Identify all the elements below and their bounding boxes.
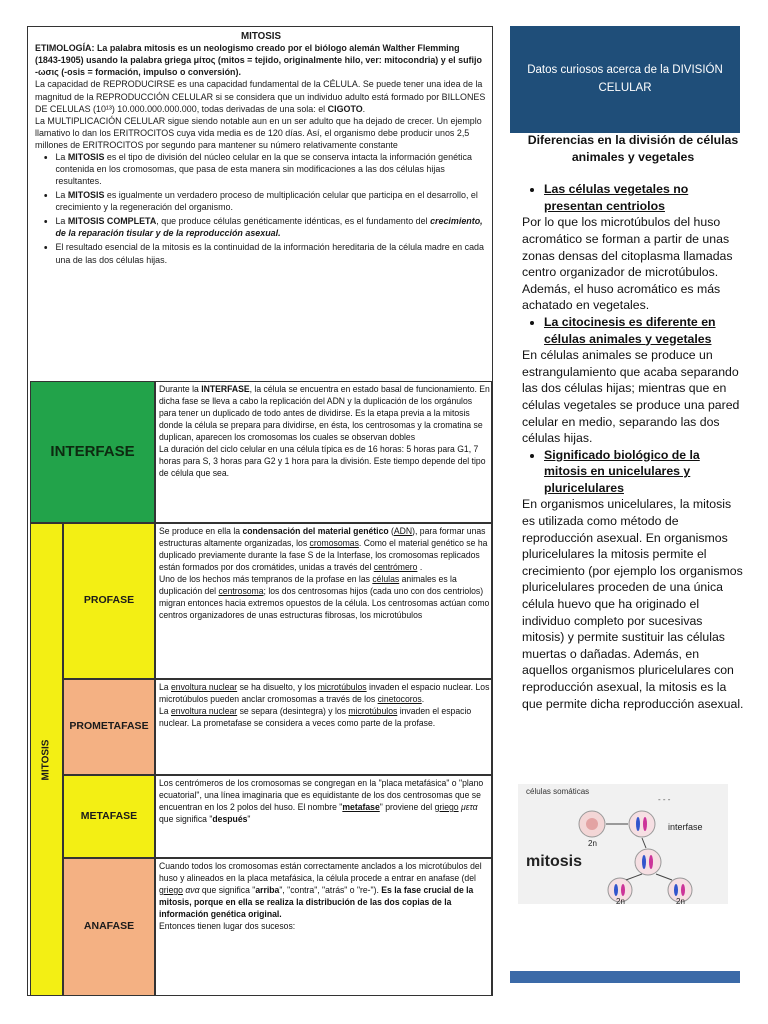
svg-text:2n: 2n — [588, 839, 597, 848]
mitosis-diagram — [518, 784, 728, 904]
bullet-item: • La MITOSIS es el tipo de división del núcleo celular en la que se conserva intacta la información genética contenida en los cromosomas, que pasa de esta manera sin modificaciones a las dos células hijas resultantes. — [55, 152, 487, 188]
dividing-cell — [635, 849, 661, 875]
nucleus — [586, 818, 598, 830]
bullet-heading: • La citocinesis es diferente en células animales y vegetales — [544, 314, 744, 347]
bullet-item: • La MITOSIS es igualmente un verdadero proceso de multiplicación celular que participa en el desarrollo, el crecimiento y la regeneración del organismo. — [55, 190, 487, 214]
paragraph: En organismos unicelulares, la mitosis es utilizada como método de reproducción asexual. En organismos pluricelulares la mitosis permite el crecimiento (por ejemplo los organismos pluricelulares proceden de una única célula huevo que ha originado el individuo completo por sucesivas mitosis) y permite sustituir las células muertas o dañadas. Además, en aquellos organismos pluricelulares con reproducción asexual, la mitosis es la que permite dicha reproducción asexual. — [522, 497, 744, 711]
metafase-description: Los centrómeros de los cromosomas se congregan en la "placa metafásica" o "plano ecuatorial", una línea imaginaria que es equidistante de los dos centrosomas que se encuentran en los 2 polos del huso. El nombre "metafase" proviene del griego μετα que significa "después" — [155, 775, 492, 858]
label-cells: células somáticas — [526, 787, 590, 796]
bullet-heading: • Significado biológico de la mitosis en unicelulares y pluricelulares — [544, 447, 744, 497]
info-banner: Datos curiosos acerca de la DIVISIÓN CELULAR — [510, 26, 740, 133]
paragraph-multiplication: La MULTIPLICACIÓN CELULAR sigue siendo notable aun en un ser adulto que ha dejado de crecer. Un ejemplo llamativo lo dan los ERITROCITOS cuya vida media es de 120 días. Así, el organismo debe producir unos 2,5 millones de ERITROCITOS por segundo para mantener su número relativamente constante — [35, 115, 482, 151]
interfase-description: Durante la INTERFASE, la célula se encuentra en estado basal de funcionamiento. En dicha fase se lleva a cabo la replicación del ADN y la duplicación de los orgánulos para tener un duplicado de todo antes de dividirse. Es la etapa previa a la mitosis donde la célula se prepara para dividirse, en ésta, los centrosomas y la cromatina se duplican, aparecen los cromosomas los cuales se observan dobles La duración del ciclo celular en una célula típica es de 16 horas: 5 horas para G1, 7 horas para S, 3 horas para G2 y 1 hora para la división. Este tiempo depende del tipo de célula que sea. — [155, 381, 492, 523]
bullet-item: • La MITOSIS COMPLETA, que produce células genéticamente idénticas, es el fundamento del crecimiento, de la reparación tisular y de la reproducción asexual. — [55, 216, 487, 240]
mitosis-diagram-svg — [518, 784, 728, 904]
profase-label: PROFASE — [63, 523, 155, 679]
svg-text:2n: 2n — [616, 897, 625, 904]
differences-heading: Diferencias en la división de células animales y vegetales — [527, 133, 739, 164]
prometafase-label: PROMETAFASE — [63, 679, 155, 775]
bullet-item: • El resultado esencial de la mitosis es la continuidad de la información hereditaria de la célula madre en cada una de las dos células hijas. — [55, 242, 487, 266]
profase-description: Se produce en ella la condensación del material genético (ADN), para formar unas estructuras altamente organizadas, los cromosomas. Como el material genético se ha duplicado previamente durante la fase S de la Interfase, los cromosomas replicados están formados por dos cromátides, unidas a través del centrómero . Uno de los hechos más tempranos de la profase en las células animales es la duplicación del centrosoma; los dos centrosomas hijos (cada uno con dos centriolos) migran entonces hacia extremos opuestos de la célula. Los centrosomas actúan como centros organizadores de unas estructuras fibrosas, los microtúbulos — [155, 523, 492, 679]
mitosis-bullets — [35, 152, 487, 267]
footer-bar — [510, 971, 740, 983]
bullet-heading: • Las células vegetales no presentan centriolos — [544, 181, 744, 214]
anafase-description: Cuando todos los cromosomas están correctamente anclados a los microtúbulos del huso y alineados en la placa metafásica, la célula procede a entrar en anafase (del griego ανα que significa "arriba", "contra", "atrás" o "re-"). Es la fase crucial de la mitosis, porque en ella se realiza la distribución de las dos copias de la información genética original. Entonces tienen lugar dos sucesos: — [155, 858, 492, 996]
paragraph-reproduction: La capacidad de REPRODUCIRSE es una capacidad fundamental de la CÉLULA. Se puede tener una idea de la magnitud de la REPRODUCCIÓN CELULAR si se considera que un individuo adulto está formado por BILLONES DE CELULAS (10¹³) 10.000.000.000.000, todas derivadas de una sola: el CIGOTO. — [35, 79, 486, 115]
paragraph: En células animales se produce un estrangulamiento que acaba separando las dos células hijas; mientras que en células vegetales se produce una pared celular en medio, separando las dos células hijas. — [522, 348, 740, 446]
prometafase-description: La envoltura nuclear se ha disuelto, y los microtúbulos invaden el espacio nuclear. Los microtúbulos pueden anclar cromosomas a través de los cinetocoros. La envoltura nuclear se separa (desintegra) y los microtúbulos invaden el espacio nuclear. La prometafase se considera a veces como parte de la profase. — [155, 679, 492, 775]
document-title: MITOSIS — [240, 30, 281, 42]
right-text — [522, 132, 744, 712]
anafase-label: ANAFASE — [63, 858, 155, 996]
etymology: ETIMOLOGÍA: La palabra mitosis es un neologismo creado por el biólogo alemán Walther Flemming (1843-1905) usando la palabra griega μίτος (mitos = tejido, originalmente hilo, ver: mitocondria) y el sufijo -ωσις (-osis = formación, impulso o conversión). — [35, 43, 482, 79]
interfase-cell — [629, 811, 655, 837]
paragraph: Por lo que los microtúbulos del huso acromático se forman a partir de unas zonas densas del citoplasma llamadas centro organizador de microtúbulos. Además, el huso acromático es más achatado en vegetales. — [522, 215, 733, 313]
intro-text — [35, 30, 487, 269]
svg-text:2n: 2n — [676, 897, 685, 904]
interfase-label: INTERFASE — [30, 381, 155, 523]
mitosis-band: MITOSIS — [30, 523, 63, 996]
svg-text:mitosis: mitosis — [526, 853, 583, 870]
svg-text:- - -: - - - — [658, 795, 671, 804]
svg-text:interfase: interfase — [668, 822, 703, 832]
metafase-label: METAFASE — [63, 775, 155, 858]
left-column — [27, 26, 493, 996]
